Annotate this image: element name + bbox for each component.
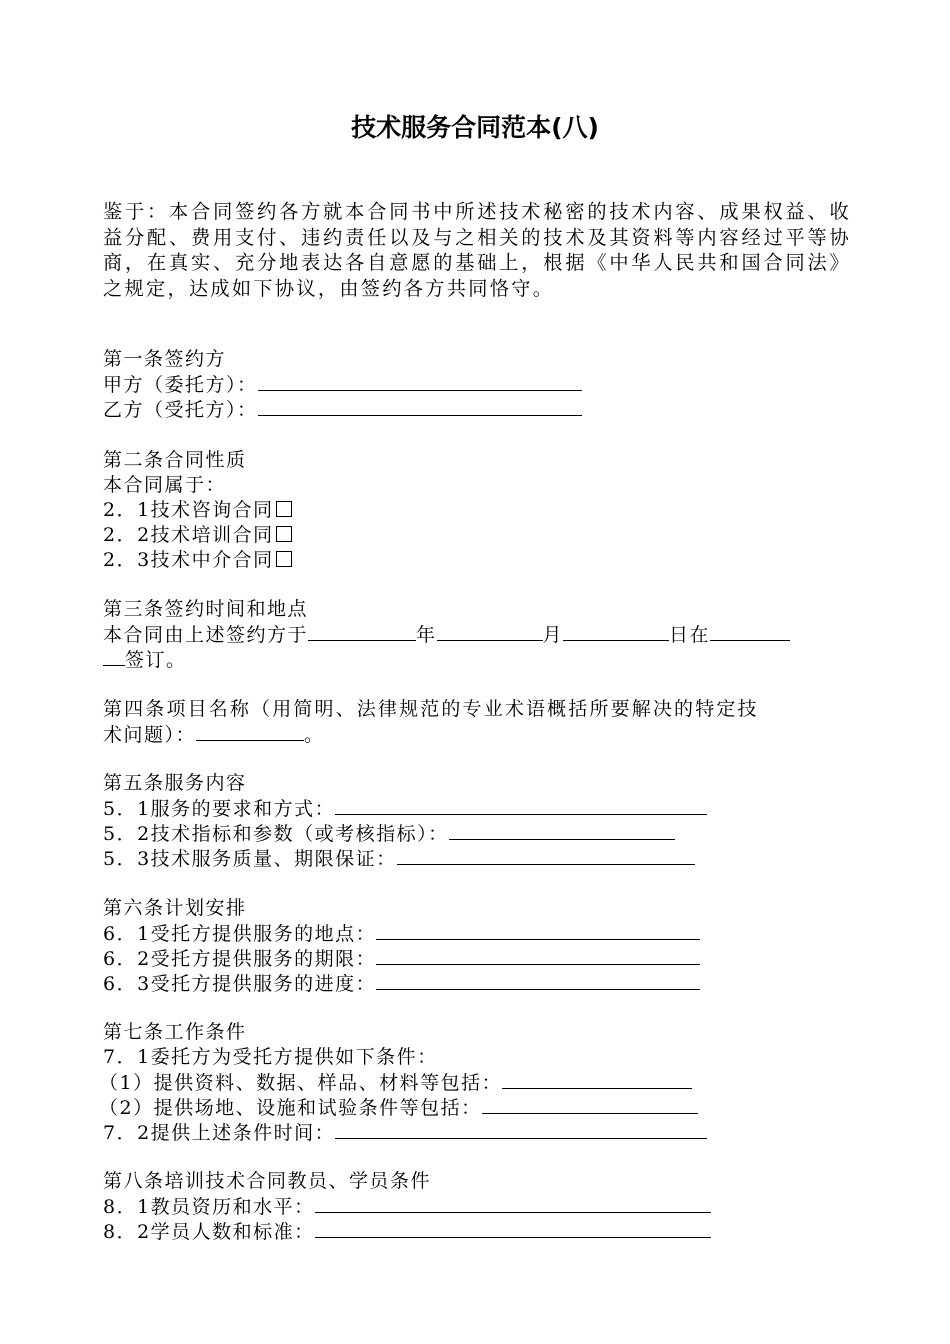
article-7-item-1: 7．1委托方为受托方提供如下条件： xyxy=(103,1046,438,1068)
year-label: 年 xyxy=(416,624,437,646)
training-item-row xyxy=(103,1219,863,1244)
training-item-row xyxy=(103,1194,863,1219)
service-progress-field[interactable] xyxy=(376,971,700,990)
party-b-label: 乙方（受托方）： xyxy=(103,399,258,421)
party-b-row xyxy=(103,397,863,422)
article-4-cont: 术问题）： xyxy=(103,724,197,746)
party-a-field[interactable] xyxy=(258,372,582,391)
plan-item-row xyxy=(103,971,863,996)
party-a-row xyxy=(103,372,863,397)
article-2 xyxy=(103,448,863,573)
training-item-label: 8．2学员人数和标准： xyxy=(103,1221,315,1243)
article-3-heading: 第三条签约时间和地点 xyxy=(103,598,309,620)
option-training-label: 2．2技术培训合同 xyxy=(103,524,274,546)
option-consulting-checkbox[interactable] xyxy=(276,501,292,517)
facilities-field[interactable] xyxy=(482,1095,698,1114)
option-intermediary-checkbox[interactable] xyxy=(276,551,292,567)
article-1-heading: 第一条签约方 xyxy=(103,348,227,370)
service-item-row xyxy=(103,796,863,821)
signing-place-row xyxy=(103,647,863,672)
service-item-row xyxy=(103,846,863,871)
article-8-heading: 第八条培训技术合同教员、学员条件 xyxy=(103,1170,432,1192)
signing-place-field[interactable] xyxy=(710,622,790,641)
article-3 xyxy=(103,597,863,672)
signing-suffix: 签订。 xyxy=(125,649,187,671)
article-6 xyxy=(103,896,863,996)
project-name-row xyxy=(103,722,863,747)
option-training-checkbox[interactable] xyxy=(276,526,292,542)
article-7-heading: 第七条工作条件 xyxy=(103,1021,247,1043)
article-5-heading: 第五条服务内容 xyxy=(103,772,247,794)
service-method-field[interactable] xyxy=(335,796,707,815)
month-label: 月 xyxy=(542,624,564,646)
article-1 xyxy=(103,347,863,422)
materials-field[interactable] xyxy=(502,1070,692,1089)
option-consulting-label: 2．1技术咨询合同 xyxy=(103,499,274,521)
article-4-end: 。 xyxy=(304,724,325,746)
condition-time-label: 7．2提供上述条件时间： xyxy=(103,1122,336,1144)
plan-item-row xyxy=(103,946,863,971)
service-item-label: 5．2技术指标和参数（或考核指标）： xyxy=(103,823,449,845)
technical-indicator-field[interactable] xyxy=(449,821,675,840)
article-6-heading: 第六条计划安排 xyxy=(103,897,247,919)
signing-date-row xyxy=(103,622,863,647)
quality-guarantee-field[interactable] xyxy=(397,846,695,865)
condition-sub-label: （2）提供场地、设施和试验条件等包括： xyxy=(99,1097,482,1119)
article-2-heading: 第二条合同性质 xyxy=(103,449,247,471)
article-8 xyxy=(103,1169,863,1244)
plan-item-row xyxy=(103,921,863,946)
party-b-field[interactable] xyxy=(258,397,582,416)
student-number-field[interactable] xyxy=(315,1219,711,1238)
service-period-field[interactable] xyxy=(376,946,700,965)
condition-sub-row xyxy=(99,1070,863,1095)
service-item-label: 5．1服务的要求和方式： xyxy=(103,798,336,820)
article-4 xyxy=(103,697,863,747)
option-intermediary-label: 2．3技术中介合同 xyxy=(103,549,274,571)
party-a-label: 甲方（委托方）： xyxy=(103,374,258,396)
condition-time-row xyxy=(103,1120,863,1145)
teacher-qualification-field[interactable] xyxy=(315,1194,711,1213)
article-2-intro: 本合同属于： xyxy=(103,474,227,496)
condition-sub-row xyxy=(99,1095,863,1120)
condition-time-field[interactable] xyxy=(335,1120,707,1139)
training-item-label: 8．1教员资历和水平： xyxy=(103,1196,315,1218)
condition-sub-label: （1）提供资料、数据、样品、材料等包括： xyxy=(99,1072,503,1094)
signing-place-field-cont[interactable] xyxy=(103,647,125,666)
plan-item-label: 6．3受托方提供服务的进度： xyxy=(103,973,377,995)
service-item-label: 5．3技术服务质量、期限保证： xyxy=(103,848,397,870)
service-location-field[interactable] xyxy=(376,921,700,940)
intro-paragraph: 鉴于：本合同签约各方就本合同书中所述技术秘密的技术内容、成果权益、收益分配、费用支付、违约责任以及与之相关的技术及其资料等内容经过平等协商，在真实、充分地表达各自意愿的基础上，根据《中华人民共和国合同法》之规定，达成如下协议，由签约各方共同恪守。 xyxy=(103,200,851,300)
project-name-field[interactable] xyxy=(196,722,304,741)
contract-type-option xyxy=(103,498,863,523)
signing-year-field[interactable] xyxy=(308,622,416,641)
document-title: 技术服务合同范本(八) xyxy=(351,113,599,142)
article-7 xyxy=(99,1020,863,1145)
article-5 xyxy=(103,771,863,871)
signing-day-field[interactable] xyxy=(563,622,669,641)
article-4-heading: 第四条项目名称（用简明、法律规范的专业术语概括所要解决的特定技 xyxy=(103,698,759,720)
plan-item-label: 6．1受托方提供服务的地点： xyxy=(103,923,377,945)
day-label: 日在 xyxy=(669,624,711,646)
contract-type-option xyxy=(103,523,863,548)
signing-month-field[interactable] xyxy=(437,622,543,641)
plan-item-label: 6．2受托方提供服务的期限： xyxy=(103,948,377,970)
signing-prefix: 本合同由上述签约方于 xyxy=(103,624,309,646)
service-item-row xyxy=(103,821,863,846)
contract-type-option xyxy=(103,548,863,573)
